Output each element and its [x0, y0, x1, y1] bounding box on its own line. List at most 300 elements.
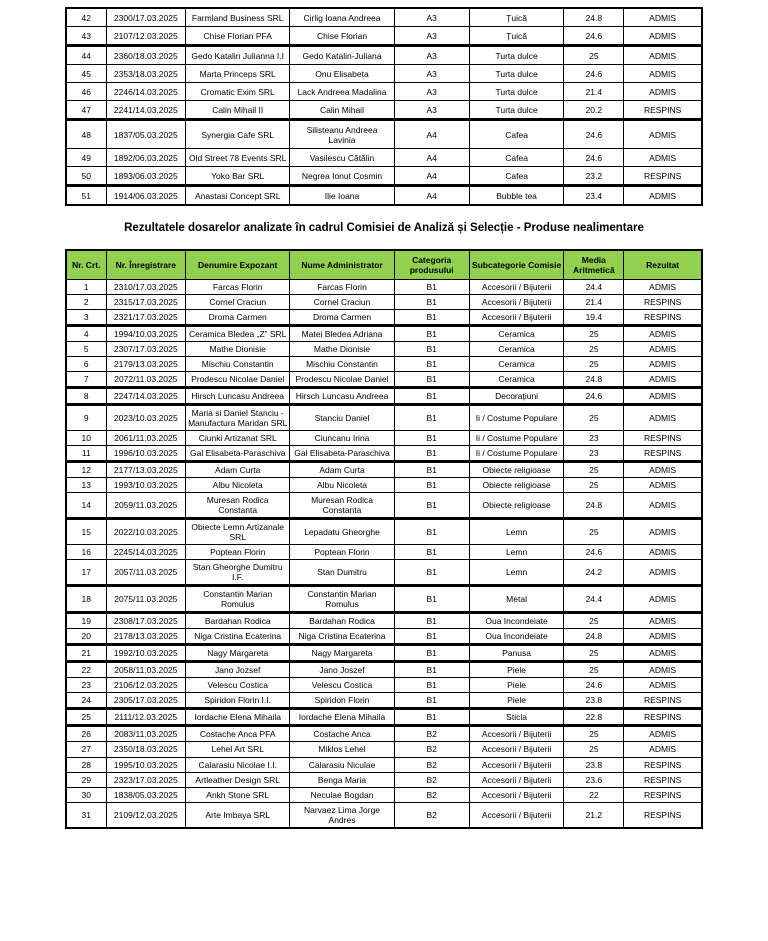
- cell-nr-inregistrare: 2023/10.03.2025: [106, 405, 186, 431]
- table-row: [66, 629, 702, 645]
- cell-rezultat: RESPINS: [624, 757, 702, 772]
- cell-denumire-expozant: Muresan Rodica Constanta: [186, 493, 290, 519]
- cell-media-aritmetica: 25: [564, 405, 624, 431]
- cell-denumire-expozant: Droma Carmen: [186, 310, 290, 326]
- cell-media-aritmetica: 24.8: [564, 629, 624, 645]
- cell-denumire-expozant: Cromatic Exim SRL: [186, 83, 290, 101]
- cell-subcategorie-comisie: Ceramica: [469, 342, 564, 357]
- cell-nr-inregistrare: 1837/05.03.2025: [106, 120, 186, 149]
- cell-media-aritmetica: 24.6: [564, 27, 624, 46]
- cell-nume-administrator: Ilie Ioana: [290, 186, 394, 206]
- cell-categoria-produsului: B1: [394, 645, 469, 662]
- cell-subcategorie-comisie: Lemn: [469, 519, 564, 545]
- table-row: [66, 46, 702, 65]
- cell-nume-administrator: Stanciu Daniel: [290, 405, 394, 431]
- cell-categoria-produsului: B1: [394, 405, 469, 431]
- cell-denumire-expozant: Mathe Dionisie: [186, 342, 290, 357]
- cell-nume-administrator: Cornel Craciun: [290, 295, 394, 310]
- cell-subcategorie-comisie: Țuică: [469, 27, 564, 46]
- table-row: [66, 405, 702, 431]
- cell-subcategorie-comisie: Ii / Costume Populare: [469, 405, 564, 431]
- cell-denumire-expozant: Farmland Business SRL: [186, 8, 290, 27]
- cell-categoria-produsului: B1: [394, 586, 469, 613]
- cell-nume-administrator: Velescu Costica: [290, 678, 394, 693]
- cell-subcategorie-comisie: Obiecte religioase: [469, 493, 564, 519]
- cell-categoria-produsului: B1: [394, 709, 469, 726]
- cell-nr-crt: 25: [66, 709, 106, 726]
- cell-nume-administrator: Lack Andreea Madalina: [290, 83, 394, 101]
- cell-categoria-produsului: B1: [394, 478, 469, 493]
- cell-denumire-expozant: Iordache Elena Mihaila: [186, 709, 290, 726]
- nonfood-products-results-table: [65, 249, 703, 829]
- cell-subcategorie-comisie: Accesorii / Bijuterii: [469, 310, 564, 326]
- cell-nr-crt: 18: [66, 586, 106, 613]
- cell-rezultat: RESPINS: [624, 101, 702, 120]
- cell-categoria-produsului: A3: [394, 46, 469, 65]
- cell-nume-administrator: Hirsch Luncasu Andreea: [290, 388, 394, 405]
- table-row: [66, 431, 702, 446]
- cell-categoria-produsului: B1: [394, 693, 469, 709]
- cell-media-aritmetica: 25: [564, 613, 624, 629]
- table-row: [66, 645, 702, 662]
- cell-nr-inregistrare: 2353/18.03.2025: [106, 65, 186, 83]
- cell-nume-administrator: Calin Mihail: [290, 101, 394, 120]
- cell-categoria-produsului: B2: [394, 757, 469, 772]
- cell-nr-inregistrare: 2106/12.03.2025: [106, 678, 186, 693]
- cell-nr-crt: 13: [66, 478, 106, 493]
- cell-media-aritmetica: 21.4: [564, 83, 624, 101]
- cell-subcategorie-comisie: Accesorii / Bijuterii: [469, 802, 564, 828]
- column-header-media-aritmetica: Media Aritmetică: [564, 250, 624, 280]
- table-row: [66, 726, 702, 742]
- cell-subcategorie-comisie: Cafea: [469, 167, 564, 186]
- cell-nume-administrator: Neculae Bogdan: [290, 787, 394, 802]
- cell-nr-crt: 7: [66, 372, 106, 388]
- cell-rezultat: RESPINS: [624, 693, 702, 709]
- cell-nume-administrator: Gal Elisabeta-Paraschiva: [290, 446, 394, 462]
- table-row: [66, 462, 702, 478]
- cell-subcategorie-comisie: Turta dulce: [469, 46, 564, 65]
- cell-nume-administrator: Jano Joszef: [290, 662, 394, 678]
- cell-media-aritmetica: 23: [564, 446, 624, 462]
- cell-categoria-produsului: A3: [394, 27, 469, 46]
- cell-nume-administrator: Costache Anca: [290, 726, 394, 742]
- cell-categoria-produsului: A3: [394, 8, 469, 27]
- cell-nr-crt: 12: [66, 462, 106, 478]
- cell-nume-administrator: Chise Florian: [290, 27, 394, 46]
- cell-nr-crt: 2: [66, 295, 106, 310]
- cell-media-aritmetica: 25: [564, 462, 624, 478]
- cell-media-aritmetica: 24.6: [564, 388, 624, 405]
- cell-media-aritmetica: 25: [564, 726, 624, 742]
- cell-subcategorie-comisie: Turta dulce: [469, 65, 564, 83]
- table-row: [66, 83, 702, 101]
- cell-nr-crt: 31: [66, 802, 106, 828]
- cell-subcategorie-comisie: Oua Incondeiate: [469, 629, 564, 645]
- cell-denumire-expozant: Bardahan Rodica: [186, 613, 290, 629]
- cell-nume-administrator: Muresan Rodica Constanta: [290, 493, 394, 519]
- cell-nr-crt: 43: [66, 27, 106, 46]
- table-row: [66, 120, 702, 149]
- cell-rezultat: ADMIS: [624, 83, 702, 101]
- cell-subcategorie-comisie: Bubble tea: [469, 186, 564, 206]
- nonfood-table-header: [66, 250, 702, 280]
- cell-nr-crt: 50: [66, 167, 106, 186]
- cell-nume-administrator: Negrea Ionut Cosmin: [290, 167, 394, 186]
- cell-rezultat: ADMIS: [624, 46, 702, 65]
- cell-nume-administrator: Benga Maria: [290, 772, 394, 787]
- cell-categoria-produsului: B1: [394, 446, 469, 462]
- cell-nume-administrator: Vasilescu Cătălin: [290, 149, 394, 167]
- cell-rezultat: RESPINS: [624, 772, 702, 787]
- table-row: [66, 772, 702, 787]
- table-row: [66, 693, 702, 709]
- cell-denumire-expozant: Chise Florian PFA: [186, 27, 290, 46]
- cell-nr-crt: 15: [66, 519, 106, 545]
- cell-categoria-produsului: B1: [394, 613, 469, 629]
- cell-denumire-expozant: Old Street 78 Events SRL: [186, 149, 290, 167]
- cell-nume-administrator: Miklos Lehel: [290, 742, 394, 757]
- cell-media-aritmetica: 24.6: [564, 545, 624, 560]
- cell-rezultat: ADMIS: [624, 662, 702, 678]
- cell-nr-crt: 51: [66, 186, 106, 206]
- cell-subcategorie-comisie: Ceramica: [469, 326, 564, 342]
- table-row: [66, 65, 702, 83]
- cell-media-aritmetica: 23.4: [564, 186, 624, 206]
- table-row: [66, 357, 702, 372]
- cell-nr-crt: 26: [66, 726, 106, 742]
- cell-nr-crt: 10: [66, 431, 106, 446]
- cell-nr-crt: 16: [66, 545, 106, 560]
- cell-denumire-expozant: Niga Cristina Ecaterina: [186, 629, 290, 645]
- cell-rezultat: ADMIS: [624, 629, 702, 645]
- cell-nr-crt: 6: [66, 357, 106, 372]
- cell-categoria-produsului: B1: [394, 280, 469, 295]
- cell-nr-crt: 49: [66, 149, 106, 167]
- nonfood-table-body: [66, 280, 702, 828]
- cell-nr-inregistrare: 1992/10.03.2025: [106, 645, 186, 662]
- table-row: [66, 757, 702, 772]
- cell-rezultat: ADMIS: [624, 357, 702, 372]
- cell-nr-crt: 11: [66, 446, 106, 462]
- cell-denumire-expozant: Velescu Costica: [186, 678, 290, 693]
- cell-subcategorie-comisie: Accesorii / Bijuterii: [469, 726, 564, 742]
- cell-nr-inregistrare: 2059/11.03.2025: [106, 493, 186, 519]
- cell-nume-administrator: Droma Carmen: [290, 310, 394, 326]
- cell-nr-inregistrare: 1892/06.03.2025: [106, 149, 186, 167]
- cell-categoria-produsului: B1: [394, 462, 469, 478]
- cell-categoria-produsului: B1: [394, 372, 469, 388]
- cell-subcategorie-comisie: Accesorii / Bijuterii: [469, 787, 564, 802]
- cell-categoria-produsului: A4: [394, 186, 469, 206]
- cell-subcategorie-comisie: Sticla: [469, 709, 564, 726]
- cell-nr-inregistrare: 2072/11.03.2025: [106, 372, 186, 388]
- cell-media-aritmetica: 24.6: [564, 65, 624, 83]
- cell-nr-inregistrare: 2107/12.03.2025: [106, 27, 186, 46]
- cell-rezultat: ADMIS: [624, 342, 702, 357]
- cell-media-aritmetica: 22.8: [564, 709, 624, 726]
- cell-nr-inregistrare: 2178/13.03.2025: [106, 629, 186, 645]
- cell-rezultat: RESPINS: [624, 787, 702, 802]
- cell-denumire-expozant: Albu Nicoleta: [186, 478, 290, 493]
- cell-categoria-produsului: A4: [394, 167, 469, 186]
- table-row: [66, 613, 702, 629]
- cell-nr-inregistrare: 2350/18.03.2025: [106, 742, 186, 757]
- cell-categoria-produsului: B1: [394, 295, 469, 310]
- cell-categoria-produsului: A3: [394, 101, 469, 120]
- table-row: [66, 101, 702, 120]
- cell-nr-inregistrare: 2307/17.03.2025: [106, 342, 186, 357]
- cell-subcategorie-comisie: Obiecte religioase: [469, 462, 564, 478]
- cell-nume-administrator: Stan Dumitru: [290, 560, 394, 586]
- column-header-categoria-produsului: Categoria produsului: [394, 250, 469, 280]
- cell-categoria-produsului: B1: [394, 560, 469, 586]
- cell-nr-crt: 48: [66, 120, 106, 149]
- cell-nume-administrator: Calarasiu Niculae: [290, 757, 394, 772]
- cell-nr-inregistrare: 2111/12.03.2025: [106, 709, 186, 726]
- cell-media-aritmetica: 24.6: [564, 149, 624, 167]
- cell-nr-crt: 46: [66, 83, 106, 101]
- cell-denumire-expozant: Prodescu Nicolae Daniel: [186, 372, 290, 388]
- cell-media-aritmetica: 25: [564, 662, 624, 678]
- cell-denumire-expozant: Cornel Craciun: [186, 295, 290, 310]
- header-row: [66, 250, 702, 280]
- cell-media-aritmetica: 25: [564, 326, 624, 342]
- cell-nr-crt: 42: [66, 8, 106, 27]
- cell-denumire-expozant: Calin Mihail II: [186, 101, 290, 120]
- cell-nr-inregistrare: 2246/14.03.2025: [106, 83, 186, 101]
- table-row: [66, 27, 702, 46]
- cell-subcategorie-comisie: Piele: [469, 693, 564, 709]
- cell-media-aritmetica: 23.8: [564, 757, 624, 772]
- cell-categoria-produsului: B2: [394, 787, 469, 802]
- table-row: [66, 478, 702, 493]
- cell-media-aritmetica: 21.2: [564, 802, 624, 828]
- cell-nume-administrator: Spiridon Florin: [290, 693, 394, 709]
- cell-media-aritmetica: 21.4: [564, 295, 624, 310]
- cell-rezultat: ADMIS: [624, 613, 702, 629]
- cell-denumire-expozant: Ciunki Artizanat SRL: [186, 431, 290, 446]
- cell-nr-crt: 27: [66, 742, 106, 757]
- cell-media-aritmetica: 24.8: [564, 493, 624, 519]
- cell-categoria-produsului: B1: [394, 342, 469, 357]
- cell-rezultat: RESPINS: [624, 310, 702, 326]
- table-row: [66, 742, 702, 757]
- cell-nr-crt: 1: [66, 280, 106, 295]
- cell-subcategorie-comisie: Accesorii / Bijuterii: [469, 757, 564, 772]
- table-row: [66, 372, 702, 388]
- cell-subcategorie-comisie: Lemn: [469, 545, 564, 560]
- cell-nr-crt: 29: [66, 772, 106, 787]
- cell-rezultat: ADMIS: [624, 742, 702, 757]
- table-row: [66, 149, 702, 167]
- cell-nume-administrator: Mischiu Constantin: [290, 357, 394, 372]
- cell-nr-crt: 20: [66, 629, 106, 645]
- cell-rezultat: ADMIS: [624, 519, 702, 545]
- cell-denumire-expozant: Synergia Cafe SRL: [186, 120, 290, 149]
- table-row: [66, 545, 702, 560]
- cell-nr-inregistrare: 2241/14.03.2025: [106, 101, 186, 120]
- cell-nume-administrator: Silisteanu Andreea Lavinia: [290, 120, 394, 149]
- cell-media-aritmetica: 25: [564, 46, 624, 65]
- food-table-body: [66, 8, 702, 205]
- table-row: [66, 8, 702, 27]
- cell-rezultat: RESPINS: [624, 802, 702, 828]
- cell-nr-inregistrare: 2300/17.03.2025: [106, 8, 186, 27]
- cell-categoria-produsului: B1: [394, 519, 469, 545]
- cell-subcategorie-comisie: Ceramica: [469, 357, 564, 372]
- table-row: [66, 295, 702, 310]
- cell-subcategorie-comisie: Obiecte religioase: [469, 478, 564, 493]
- cell-denumire-expozant: Ceramica Bledea „Z” SRL: [186, 326, 290, 342]
- cell-nr-crt: 5: [66, 342, 106, 357]
- cell-nr-crt: 19: [66, 613, 106, 629]
- table-row: [66, 586, 702, 613]
- table-row: [66, 787, 702, 802]
- cell-denumire-expozant: Adam Curta: [186, 462, 290, 478]
- cell-denumire-expozant: Obiecte Lemn Artizanale SRL: [186, 519, 290, 545]
- table-row: [66, 342, 702, 357]
- column-header-nume-administrator: Nume Administrator: [290, 250, 394, 280]
- cell-nr-inregistrare: 2083/11.03.2025: [106, 726, 186, 742]
- cell-rezultat: ADMIS: [624, 372, 702, 388]
- cell-nume-administrator: Prodescu Nicolae Daniel: [290, 372, 394, 388]
- cell-nr-crt: 23: [66, 678, 106, 693]
- cell-denumire-expozant: Artleather Design SRL: [186, 772, 290, 787]
- cell-categoria-produsului: B2: [394, 772, 469, 787]
- cell-nr-inregistrare: 2061/11.03.2025: [106, 431, 186, 446]
- cell-nr-inregistrare: 1996/10.03.2025: [106, 446, 186, 462]
- cell-denumire-expozant: Farcas Florin: [186, 280, 290, 295]
- cell-nume-administrator: Bardahan Rodica: [290, 613, 394, 629]
- cell-denumire-expozant: Nagy Margareta: [186, 645, 290, 662]
- cell-nr-crt: 21: [66, 645, 106, 662]
- cell-denumire-expozant: Yoko Bar SRL: [186, 167, 290, 186]
- column-header-nr-crt: Nr. Crt.: [66, 250, 106, 280]
- cell-rezultat: RESPINS: [624, 295, 702, 310]
- cell-rezultat: ADMIS: [624, 8, 702, 27]
- cell-nr-inregistrare: 1893/06.03.2025: [106, 167, 186, 186]
- cell-media-aritmetica: 25: [564, 357, 624, 372]
- cell-denumire-expozant: Constantin Marian Romulus: [186, 586, 290, 613]
- cell-media-aritmetica: 24.6: [564, 120, 624, 149]
- cell-nr-inregistrare: 1995/10.03.2025: [106, 757, 186, 772]
- cell-media-aritmetica: 24.8: [564, 372, 624, 388]
- cell-nr-crt: 44: [66, 46, 106, 65]
- cell-rezultat: RESPINS: [624, 167, 702, 186]
- cell-media-aritmetica: 22: [564, 787, 624, 802]
- section-heading: Rezultatele dosarelor analizate în cadrul Comisiei de Analiză și Selecție - Produse nealimentare: [124, 222, 644, 235]
- cell-nr-inregistrare: 2057/11.03.2025: [106, 560, 186, 586]
- column-header-subcategorie-comisie: Subcategorie Comisie: [469, 250, 564, 280]
- cell-nr-crt: 24: [66, 693, 106, 709]
- cell-denumire-expozant: Poptean Florin: [186, 545, 290, 560]
- cell-subcategorie-comisie: Ii / Costume Populare: [469, 446, 564, 462]
- cell-nr-crt: 8: [66, 388, 106, 405]
- cell-subcategorie-comisie: Turta dulce: [469, 101, 564, 120]
- table-row: [66, 560, 702, 586]
- cell-nr-crt: 14: [66, 493, 106, 519]
- cell-categoria-produsului: B1: [394, 357, 469, 372]
- cell-nume-administrator: Mathe Dionisie: [290, 342, 394, 357]
- cell-subcategorie-comisie: Panusa: [469, 645, 564, 662]
- cell-subcategorie-comisie: Lemn: [469, 560, 564, 586]
- cell-rezultat: ADMIS: [624, 27, 702, 46]
- cell-nr-crt: 17: [66, 560, 106, 586]
- cell-subcategorie-comisie: Cafea: [469, 120, 564, 149]
- cell-nr-inregistrare: 2022/10.03.2025: [106, 519, 186, 545]
- cell-subcategorie-comisie: Piele: [469, 678, 564, 693]
- cell-nr-crt: 22: [66, 662, 106, 678]
- cell-media-aritmetica: 25: [564, 519, 624, 545]
- cell-subcategorie-comisie: Țuică: [469, 8, 564, 27]
- cell-nume-administrator: Constantin Marian Romulus: [290, 586, 394, 613]
- cell-nr-crt: 47: [66, 101, 106, 120]
- cell-nr-inregistrare: 1838/05.03.2025: [106, 787, 186, 802]
- table-row: [66, 709, 702, 726]
- cell-rezultat: ADMIS: [624, 493, 702, 519]
- cell-nume-administrator: Matei Bledea Adriana: [290, 326, 394, 342]
- cell-subcategorie-comisie: Cafea: [469, 149, 564, 167]
- cell-media-aritmetica: 25: [564, 645, 624, 662]
- cell-nume-administrator: Iordache Elena Mihaila: [290, 709, 394, 726]
- cell-nr-inregistrare: 1994/10.03.2025: [106, 326, 186, 342]
- cell-media-aritmetica: 25: [564, 742, 624, 757]
- cell-denumire-expozant: Anastasi Concept SRL: [186, 186, 290, 206]
- cell-nr-inregistrare: 2310/17.03.2025: [106, 280, 186, 295]
- cell-nume-administrator: Albu Nicoleta: [290, 478, 394, 493]
- food-products-results-table: [65, 7, 703, 206]
- cell-denumire-expozant: Jano Jozsef: [186, 662, 290, 678]
- cell-nr-inregistrare: 2177/13.03.2025: [106, 462, 186, 478]
- table-row: [66, 167, 702, 186]
- table-row: [66, 280, 702, 295]
- cell-media-aritmetica: 24.6: [564, 678, 624, 693]
- column-header-rezultat: Rezultat: [624, 250, 702, 280]
- cell-nr-inregistrare: 2247/14.03.2025: [106, 388, 186, 405]
- cell-categoria-produsului: A4: [394, 149, 469, 167]
- cell-nr-inregistrare: 2323/17.03.2025: [106, 772, 186, 787]
- cell-denumire-expozant: Marta Princeps SRL: [186, 65, 290, 83]
- cell-denumire-expozant: Hirsch Luncasu Andreea: [186, 388, 290, 405]
- cell-categoria-produsului: B1: [394, 310, 469, 326]
- cell-media-aritmetica: 23: [564, 431, 624, 446]
- cell-subcategorie-comisie: Ceramica: [469, 372, 564, 388]
- cell-nr-crt: 9: [66, 405, 106, 431]
- cell-denumire-expozant: Spiridon Florin I.I.: [186, 693, 290, 709]
- cell-nume-administrator: Farcas Florin: [290, 280, 394, 295]
- table-row: [66, 388, 702, 405]
- table-row: [66, 186, 702, 206]
- cell-subcategorie-comisie: Metal: [469, 586, 564, 613]
- table-row: [66, 446, 702, 462]
- cell-nume-administrator: Adam Curta: [290, 462, 394, 478]
- cell-nr-inregistrare: 2179/13.03.2025: [106, 357, 186, 372]
- cell-denumire-expozant: Gedo Katalin Julianna I.I: [186, 46, 290, 65]
- cell-denumire-expozant: Costache Anca PFA: [186, 726, 290, 742]
- cell-rezultat: ADMIS: [624, 120, 702, 149]
- table-row: [66, 519, 702, 545]
- cell-categoria-produsului: B1: [394, 493, 469, 519]
- cell-rezultat: RESPINS: [624, 446, 702, 462]
- cell-media-aritmetica: 24.4: [564, 586, 624, 613]
- cell-subcategorie-comisie: Accesorii / Bijuterii: [469, 280, 564, 295]
- cell-categoria-produsului: A3: [394, 65, 469, 83]
- cell-rezultat: ADMIS: [624, 405, 702, 431]
- cell-nr-inregistrare: 2308/17.03.2025: [106, 613, 186, 629]
- cell-nume-administrator: Niga Cristina Ecaterina: [290, 629, 394, 645]
- cell-subcategorie-comisie: Ii / Costume Populare: [469, 431, 564, 446]
